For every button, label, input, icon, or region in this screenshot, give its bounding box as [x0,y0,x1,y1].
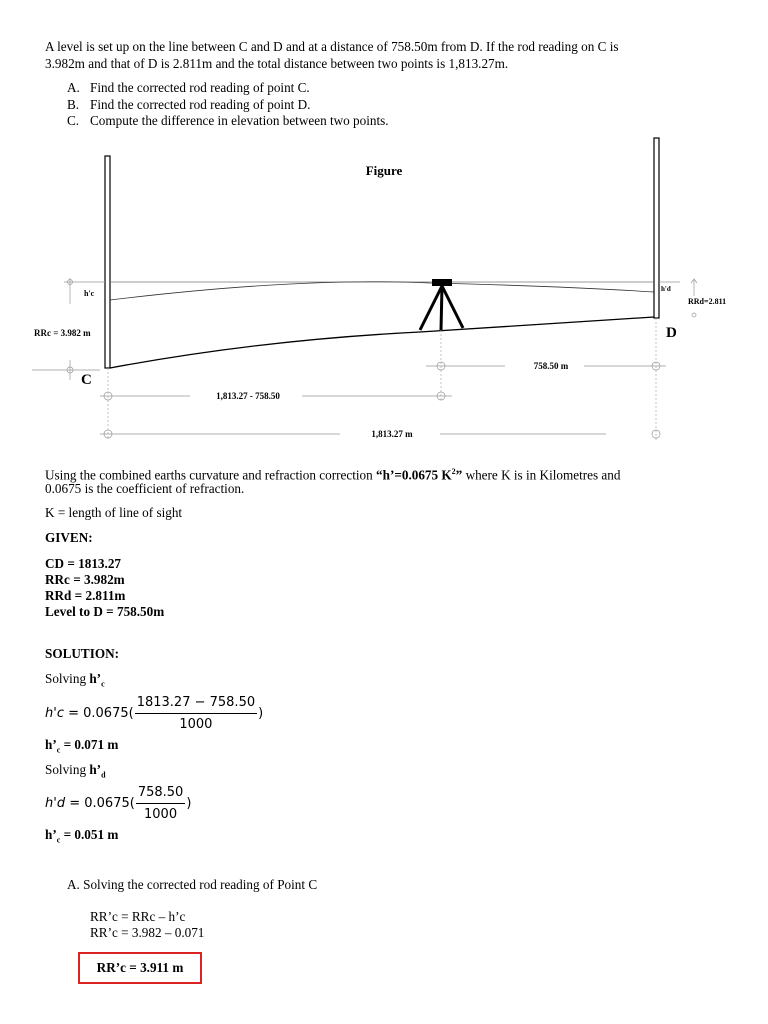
dim-diff-label: 1,813.27 - 758.50 [216,391,280,401]
rrd-label: RRd=2.811 [688,297,727,306]
hc-label: h'c [84,289,95,298]
leveling-figure [0,0,768,460]
rrc-label: RRc = 3.982 m [34,328,91,338]
rod-c [105,156,110,368]
solving-hc-label: Solving $h’_c$ [45,671,105,689]
task-item: C. Compute the difference in elevation between two points. [67,113,389,128]
hd-label: h'd [661,285,671,293]
point-c-label: C [81,372,92,388]
solving-hd-label: Solving $h’_d$ [45,762,106,780]
given-item: Level to D = 758.50m [45,604,165,619]
point-d-label: D [666,325,677,341]
problem-line-1: A level is set up on the line between C and D and at a distance of 758.50m from D. If the rod reading on C is [45,39,619,54]
solution-heading: SOLUTION: [45,646,120,661]
rod-d [654,138,659,318]
part-a-title: A. Solving the corrected rod reading of Point C [67,877,318,892]
k-definition: K = length of line of sight [45,505,183,520]
figure-title: Figure [365,163,403,178]
given-item: CD = 1813.27 [45,556,122,571]
task-item: A. Find the corrected rod reading of point C. [67,80,310,95]
answer-box: RR’c = 3.911 m [78,952,202,984]
hc-result: $h’_c = 0.071$ m [45,737,119,755]
part-a-eq-1: RR’c = RRc – h’c [90,909,186,924]
correction-formula: “h’=0.0675 K [376,467,452,483]
hd-result: $h’_c = 0.051$ m [45,827,119,845]
given-item: RRc = 3.982m [45,572,125,587]
part-a-eq-2: RR’c = 3.982 – 0.071 [90,925,205,940]
ground-line [110,317,654,368]
level-curve [110,282,654,300]
level-instrument-icon [420,279,463,330]
correction-line-1: Using the combined earths curvature and refraction correction “h’=0.0675 $K^2$” where K is in Kilometres and [45,467,621,483]
given-heading: GIVEN: [45,530,93,545]
dim-758-label: 758.50 m [533,361,569,371]
problem-line-2: 3.982m and that of D is 2.811m and the total distance between two points is 1,813.27m. [45,56,509,71]
dim-total-label: 1,813.27 m [371,429,413,439]
hd-equation: h'd = 0.0675( $\frac{758.50}{1000}$ ) [45,785,192,822]
given-item: RRd = 2.811m [45,588,126,603]
correction-line-2: 0.0675 is the coefficient of refraction. [45,481,245,496]
hc-equation: h'c = 0.0675( $\frac{1813.27 - 758.50}{1000}$ ) [45,695,264,732]
task-item: B. Find the corrected rod reading of point D. [67,96,311,112]
